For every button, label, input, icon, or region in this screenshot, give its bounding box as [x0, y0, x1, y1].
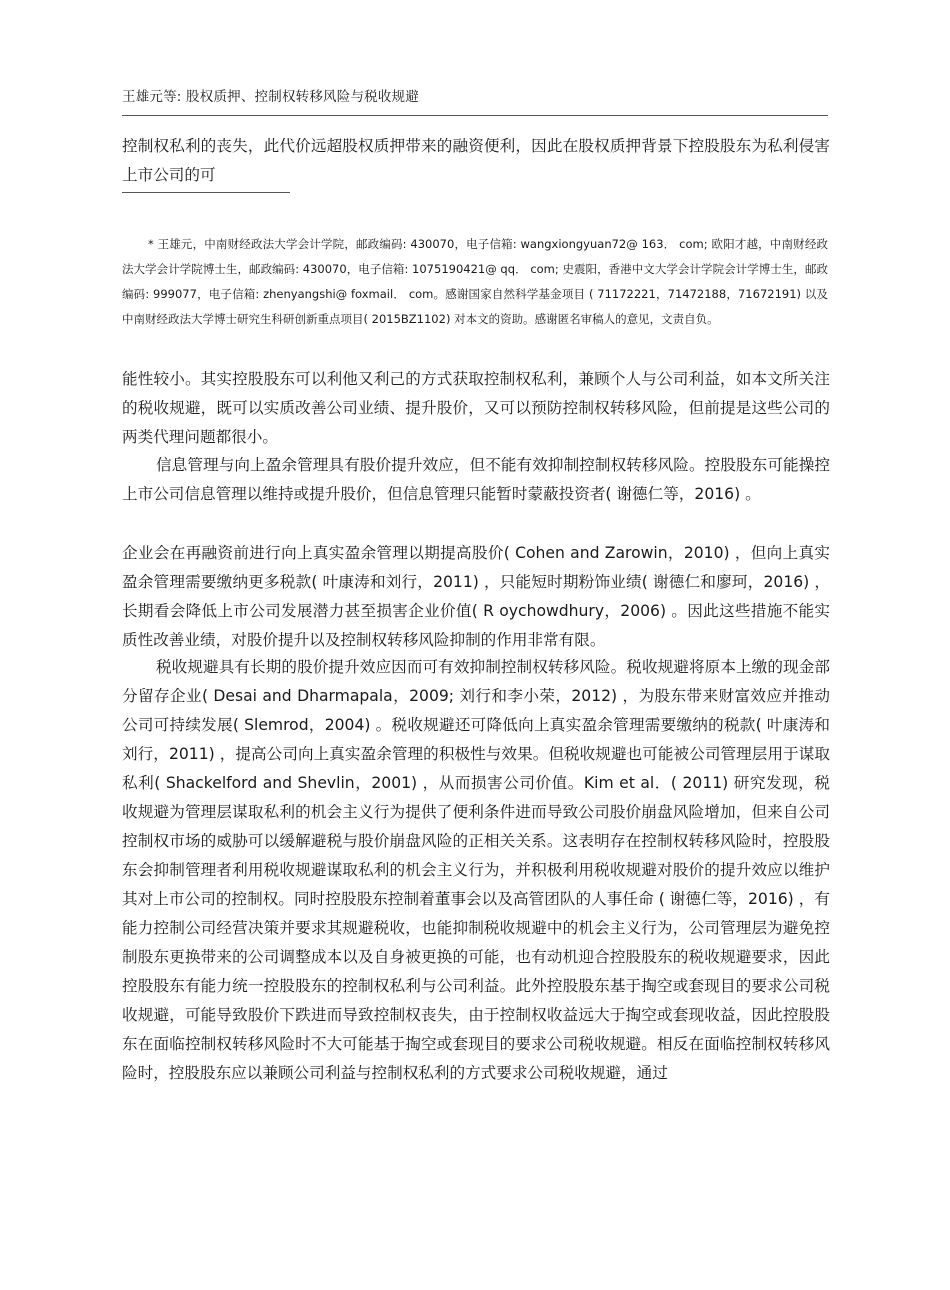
footnote-rule — [122, 192, 290, 193]
body-paragraph-2: 能性较小。其实控股股东可以利他又利己的方式获取控制权私利，兼顾个人与公司利益，如本文所关注的税收规避，既可以实质改善公司业绩、提升股价，又可以预防控制权转移风险，但前提是这些公司的两类代理问题都很小。 — [122, 370, 830, 446]
body-paragraph-5: 税收规避具有长期的股价提升效应因而可有效抑制控制权转移风险。税收规避将原本上缴的现金部分留存企业( Desai and Dharmapala，2009; 刘行和李小荣，2012) ，为股东带来财富效应并推动公司可持续发展( Slemrod，2004) 。税收规避还可降低向上真实盈余管理需要缴纳的税款( 叶康涛和刘行，2011) ，提高公司向上真实盈余管理的积极性与效果。但税收规避也可能被公司管理层用于谋取私利( Shackelford and Shevlin，2001) ，从而损害公司价值。Kim et al．( 2011) 研究发现，税收规避为管理层谋取私利的机会主义行为提供了便利条件进而导致公司股价崩盘风险增加，但来自公司控制权市场的威胁可以缓解避税与股价崩盘风险的正相关关系。这表明存在控制权转移风险时，控股股东会抑制管理者利用税收规避谋取私利的机会主义行为，并积极利用税收规避对股价的提升效应以维护其对上市公司的控制权。同时控股股东控制着董事会以及高管团队的人事任命 ( 谢德仁等，2016) ，有能力控制公司经营决策并要求其规避税收，也能抑制税收规避中的机会主义行为，公司管理层为避免控制股东更换带来的公司调整成本以及自身被更换的可能，也有动机迎合控股股东的税收规避要求，因此控股股东有能力统一控股股东的控制权私利与公司利益。此外控股股东基于掏空或套现目的要求公司税收规避，可能导致股价下跌进而导致控制权丧失，由于控制权收益远大于掏空或套现收益，因此控股股东在面临控制权转移风险时不大可能基于掏空或套现目的要求公司税收规避。相反在面临控制权转移风险时，控股股东应以兼顾公司利益与控制权私利的方式要求公司税收规避，通过 — [122, 658, 830, 1082]
body-paragraph-4: 企业会在再融资前进行向上真实盈余管理以期提高股价( Cohen and Zarowin，2010) ，但向上真实盈余管理需要缴纳更多税款( 叶康涛和刘行，2011) ，只能短时期粉饰业绩( 谢德仁和廖珂，2016) ，长期看会降低上市公司发展潜力甚至损害企业价值( R oychowdhury，2006) 。因此这些措施不能实质性改善业绩，对股价提升以及控制权转移风险抑制的作用非常有限。 — [122, 544, 830, 649]
body-paragraph-1: 控制权私利的丧失，此代价远超股权质押带来的融资便利，因此在股权质押背景下控股股东为私利侵害上市公司的可 — [122, 137, 830, 184]
body-paragraph-3: 信息管理与向上盈余管理具有股价提升效应，但不能有效抑制控制权转移风险。控股股东可能操控上市公司信息管理以维持或提升股价，但信息管理只能暂时蒙蔽投资者( 谢德仁等，2016) 。 — [122, 456, 830, 503]
header-rule — [122, 115, 828, 116]
author-footnote: * 王雄元，中南财经政法大学会计学院，邮政编码: 430070，电子信箱: wangxiongyuan72@ 163． com; 欧阳才越，中南财经政法大学会计学院博士生，邮政编码: 430070，电子信箱: 1075190421@ qq． com; 史震阳，香港中文大学会计学院会计学博士生，邮政编码: 999077，电子信箱: zhenyangshi@ foxmail． com。感谢国家自然科学基金项目 ( 71172221，71472188，71672191) 以及中南财经政法大学博士研究生科研创新重点项目( 2015BZ1102) 对本文的资助。感谢匿名审稿人的意见，文责自负。 — [122, 237, 828, 326]
running-header: 王雄元等: 股权质押、控制权转移风险与税收规避 — [122, 89, 419, 105]
